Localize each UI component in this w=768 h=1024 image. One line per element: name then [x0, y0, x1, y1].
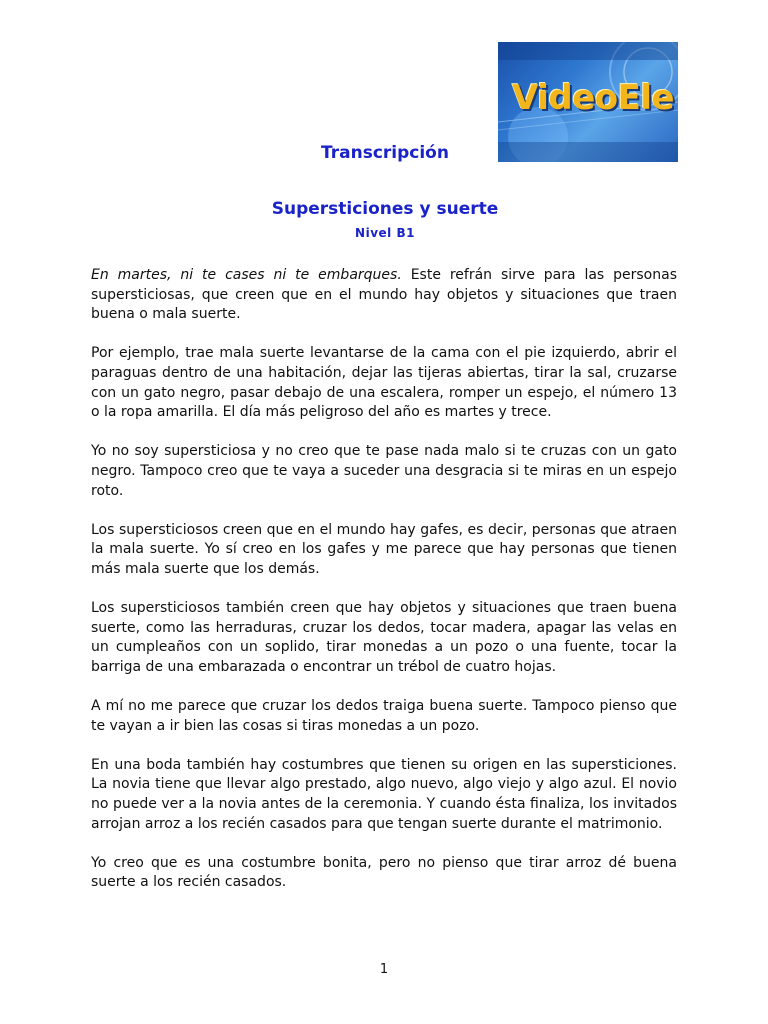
paragraph [91, 344, 677, 422]
paragraph [91, 599, 677, 677]
paragraph-text: Los supersticiosos creen que en el mundo hay gafes, es decir, personas que atraen la mala suerte. Yo sí creo en los gafes y me parece que hay personas que tienen más mala suerte que los demás. [91, 521, 677, 577]
paragraph-text: Por ejemplo, trae mala suerte levantarse de la cama con el pie izquierdo, abrir el paraguas dentro de una habitación, dejar las tijeras abiertas, tirar la sal, cruzarse con un gato negro, pasar debajo de una escalera, romper un espejo, el número 13 o la ropa amarilla. El día más peligroso del año es martes y trece. [91, 345, 677, 421]
paragraph [91, 521, 677, 580]
paragraph [91, 442, 677, 501]
paragraph-text: Los supersticiosos también creen que hay objetos y situaciones que traen buena suerte, como las herraduras, cruzar los dedos, tocar madera, apagar las velas en un cumpleaños con un soplido, tirar monedas a un pozo o una fuente, tocar la barriga de una embarazada o encontrar un trébol de cuatro hojas. [91, 600, 677, 675]
document-title: Supersticiones y suerte [271, 199, 499, 219]
paragraph-text: Yo creo que es una costumbre bonita, pero no pienso que tirar arroz dé buena suerte a los recién casados. [91, 854, 677, 891]
transcript-body [91, 266, 677, 913]
document-label: Transcripción [321, 143, 449, 163]
paragraph [91, 756, 677, 834]
paragraph-text: A mí no me parece que cruzar los dedos traiga buena suerte. Tampoco pienso que te vayan a ir bien las cosas si tiras monedas a un pozo. [91, 698, 677, 734]
paragraph-lead-italic: En martes, ni te cases ni te embarques. [91, 267, 402, 283]
level-label: Nivel B1 [355, 226, 415, 240]
paragraph [91, 266, 677, 325]
logo-wordmark: VideoEle [512, 78, 675, 118]
paragraph-text: En una boda también hay costumbres que tienen su origen en las supersticiones. La novia tiene que llevar algo prestado, algo nuevo, algo viejo y algo azul. El novio no puede ver a la novia antes de la ceremonia. Y cuando ésta finaliza, los invitados arrojan arroz a los recién casados para que tengan suerte durante el matrimonio. [91, 756, 677, 832]
paragraph [91, 854, 677, 893]
paragraph-text: Yo no soy supersticiosa y no creo que te pase nada malo si te cruzas con un gato negro. Tampoco creo que te vaya a suceder una desgracia si te miras en un espejo roto. [91, 443, 677, 499]
page-number: 1 [379, 962, 389, 977]
paragraph [91, 697, 677, 736]
paragraph-text: Este refrán sirve para las personas supersticiosas, que creen que en el mundo hay objetos y situaciones que traen buena o mala suerte. [91, 267, 677, 323]
